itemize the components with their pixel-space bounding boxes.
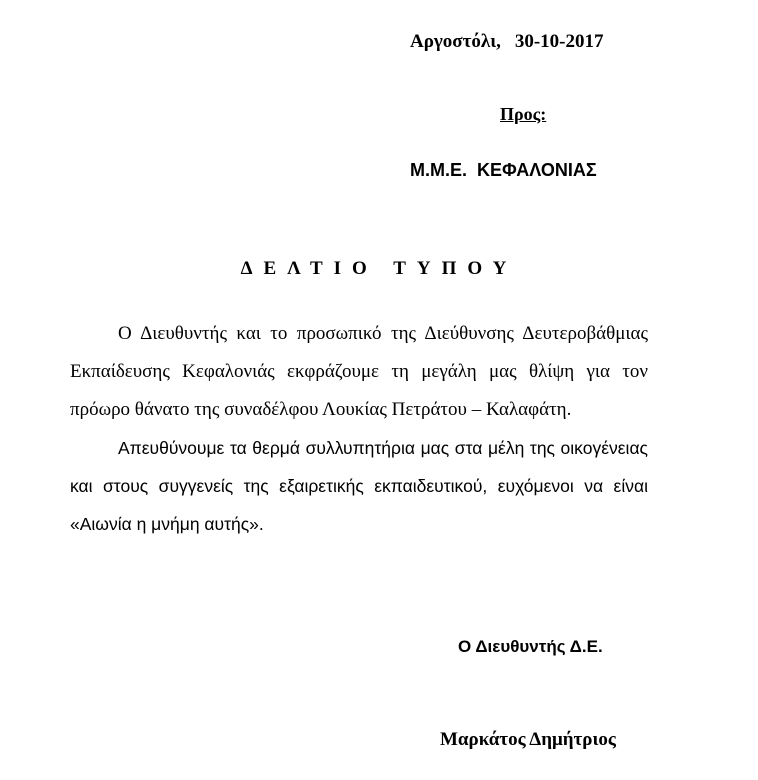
place-date-line xyxy=(410,31,604,53)
signer-name: Μαρκάτος Δημήτριος xyxy=(440,729,616,750)
document-title: ΔΕΛΤΙΟ ΤΥΠΟΥ xyxy=(240,258,518,279)
signer-title: Ο Διευθυντής Δ.Ε. xyxy=(458,637,603,656)
to-label: Προς: xyxy=(500,104,547,124)
place: Αργοστόλι, xyxy=(410,31,501,52)
body-text xyxy=(70,315,648,543)
recipient: Μ.Μ.Ε. ΚΕΦΑΛΟΝΙΑΣ xyxy=(410,160,597,180)
paragraph-condolence: Ο Διευθυντής και το προσωπικό της Διεύθυνσης Δευτεροβάθμιας Εκπαίδευσης Κεφαλονιάς εκφράζουμε τη μεγάλη μας θλίψη για τον πρόωρο θάνατο της συναδέλφου Λουκίας Πετράτου – Καλαφάτη. xyxy=(70,323,648,420)
paragraph-sympathy: Απευθύνουμε τα θερμά συλλυπητήρια μας στα μέλη της οικογένειας και στους συγγενείς της εξαιρετικής εκπαιδευτικού, ευχόμενοι να είναι «Αιωνία η μνήμη αυτής». xyxy=(70,438,648,534)
date: 30-10-2017 xyxy=(514,31,604,52)
